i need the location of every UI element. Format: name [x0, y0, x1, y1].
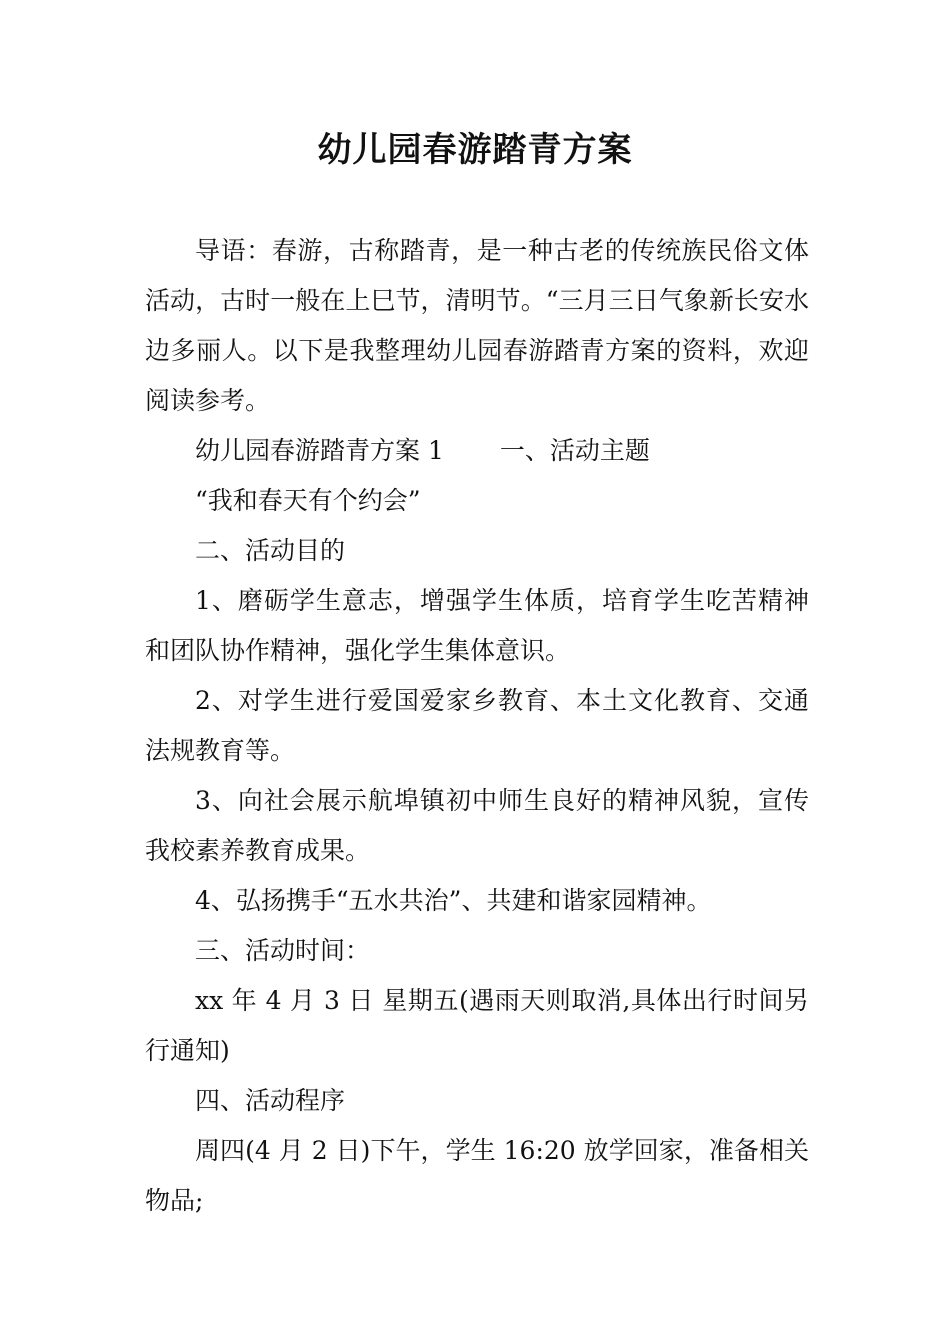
purpose-item-4: 4、弘扬携手“五水共治”、共建和谐家园精神。 [195, 886, 712, 915]
purpose-item-3: 3、向社会展示航埠镇初中师生良好的精神风貌，宣传我校素养教育成果。 [145, 786, 809, 865]
theme-paragraph: “我和春天有个约会” [195, 486, 421, 515]
procedure-heading: 四、活动程序 [195, 1086, 346, 1115]
purpose-item-1: 1、磨砺学生意志，增强学生体质，培育学生吃苦精神和团队协作精神，强化学生集体意识。 [145, 586, 809, 665]
intro-paragraph: 导语：春游，古称踏青，是一种古老的传统族民俗文体活动，古时一般在上巳节，清明节。“三月三日气象新长安水边多丽人。以下是我整理幼儿园春游踏青方案的资料，欢迎阅读参考。 [145, 236, 809, 415]
section-heading-line [145, 426, 809, 476]
section-heading: 幼儿园春游踏青方案 1 [195, 436, 444, 465]
purpose-heading: 二、活动目的 [195, 536, 346, 565]
document-title: 幼儿园春游踏青方案 [317, 130, 633, 170]
section-subheading: 一、活动主题 [499, 436, 650, 465]
procedure-paragraph: 周四(4 月 2 日)下午，学生 16:20 放学回家，准备相关物品; [145, 1136, 809, 1215]
time-heading: 三、活动时间： [195, 936, 371, 965]
purpose-item-2: 2、对学生进行爱国爱家乡教育、本土文化教育、交通法规教育等。 [145, 686, 809, 765]
time-paragraph: xx 年 4 月 3 日 星期五(遇雨天则取消,具体出行时间另行通知) [145, 986, 809, 1065]
document-body [145, 226, 809, 1226]
